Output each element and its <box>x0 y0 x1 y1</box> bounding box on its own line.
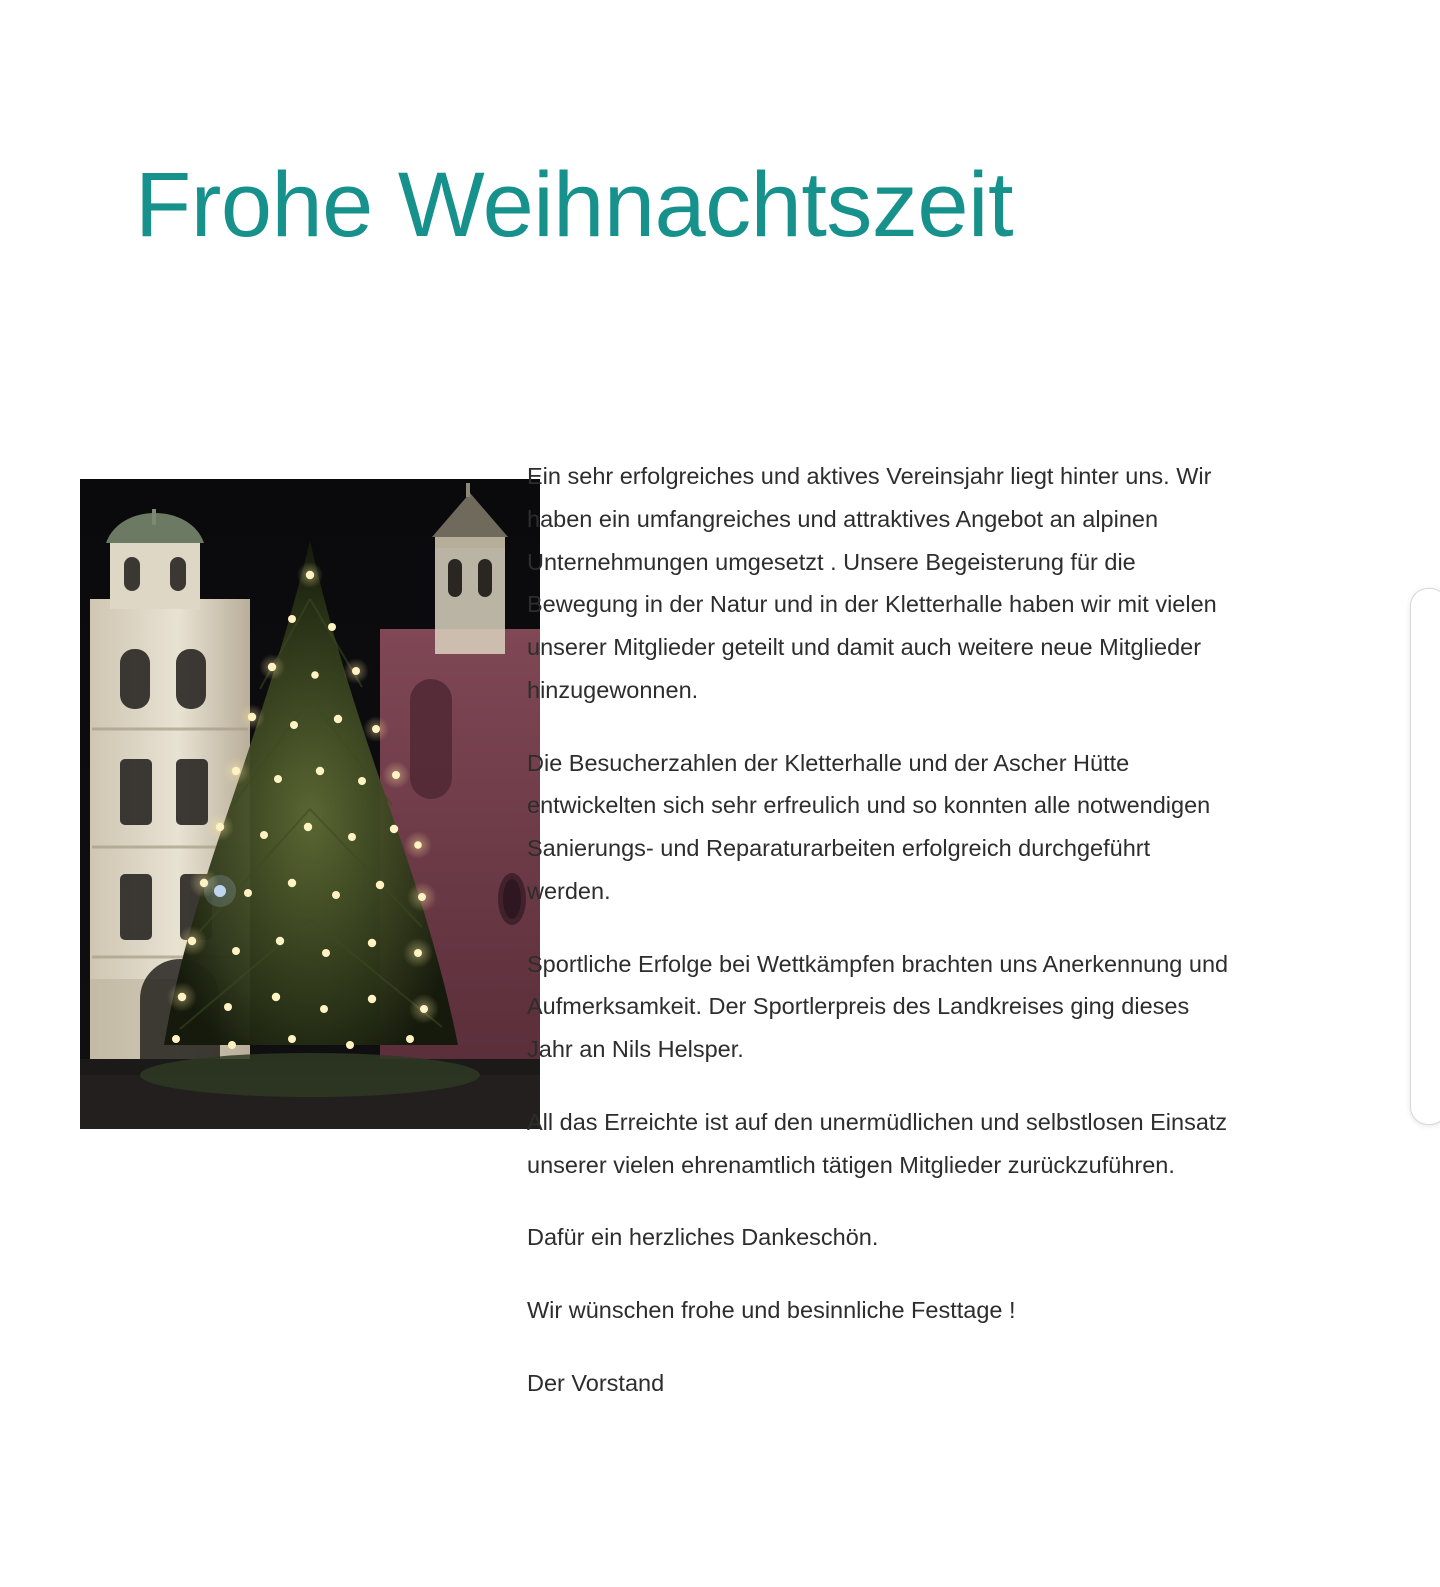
paragraph-3: Sportliche Erfolge bei Wettkämpfen brachten uns Anerkennung und Aufmerksamkeit. Der Sportlerpreis des Landkreises ging dieses Jahr an Nils Helsper. <box>527 950 1229 1063</box>
paragraph-1: Ein sehr erfolgreiches und aktives Vereinsjahr liegt hinter uns. Wir haben ein umfangreiches und attraktives Angebot an alpinen Unternehmungen umgesetzt . Unsere Begeisterung für die Bewegung in der Natur und in der Kletterhalle haben wir mit vielen unserer Mitglieder geteilt und damit auch weitere neue Mitglieder hinzugewonnen. <box>527 463 1217 703</box>
christmas-tree-photo <box>80 479 540 1129</box>
paragraph-4: All das Erreichte ist auf den unermüdlichen und selbstlosen Einsatz unserer vielen ehrenamtlich tätigen Mitglieder zurückzuführen. <box>527 1108 1228 1178</box>
page-title: Frohe Weihnachtszeit <box>135 153 1014 256</box>
article-text <box>527 455 1232 1405</box>
paragraph-5: Dafür ein herzliches Dankeschön. <box>527 1224 879 1251</box>
paragraph-6: Wir wünschen frohe und besinnliche Festtage ! <box>527 1297 1016 1324</box>
paragraph-2: Die Besucherzahlen der Kletterhalle und der Ascher Hütte entwickelten sich sehr erfreulich und so konnten alle notwendigen Sanierungs- und Reparaturarbeiten erfolgreich durchgeführt werden. <box>527 749 1211 904</box>
paragraph-signature: Der Vorstand <box>527 1370 665 1397</box>
side-panel-sliver[interactable] <box>1410 588 1440 1125</box>
